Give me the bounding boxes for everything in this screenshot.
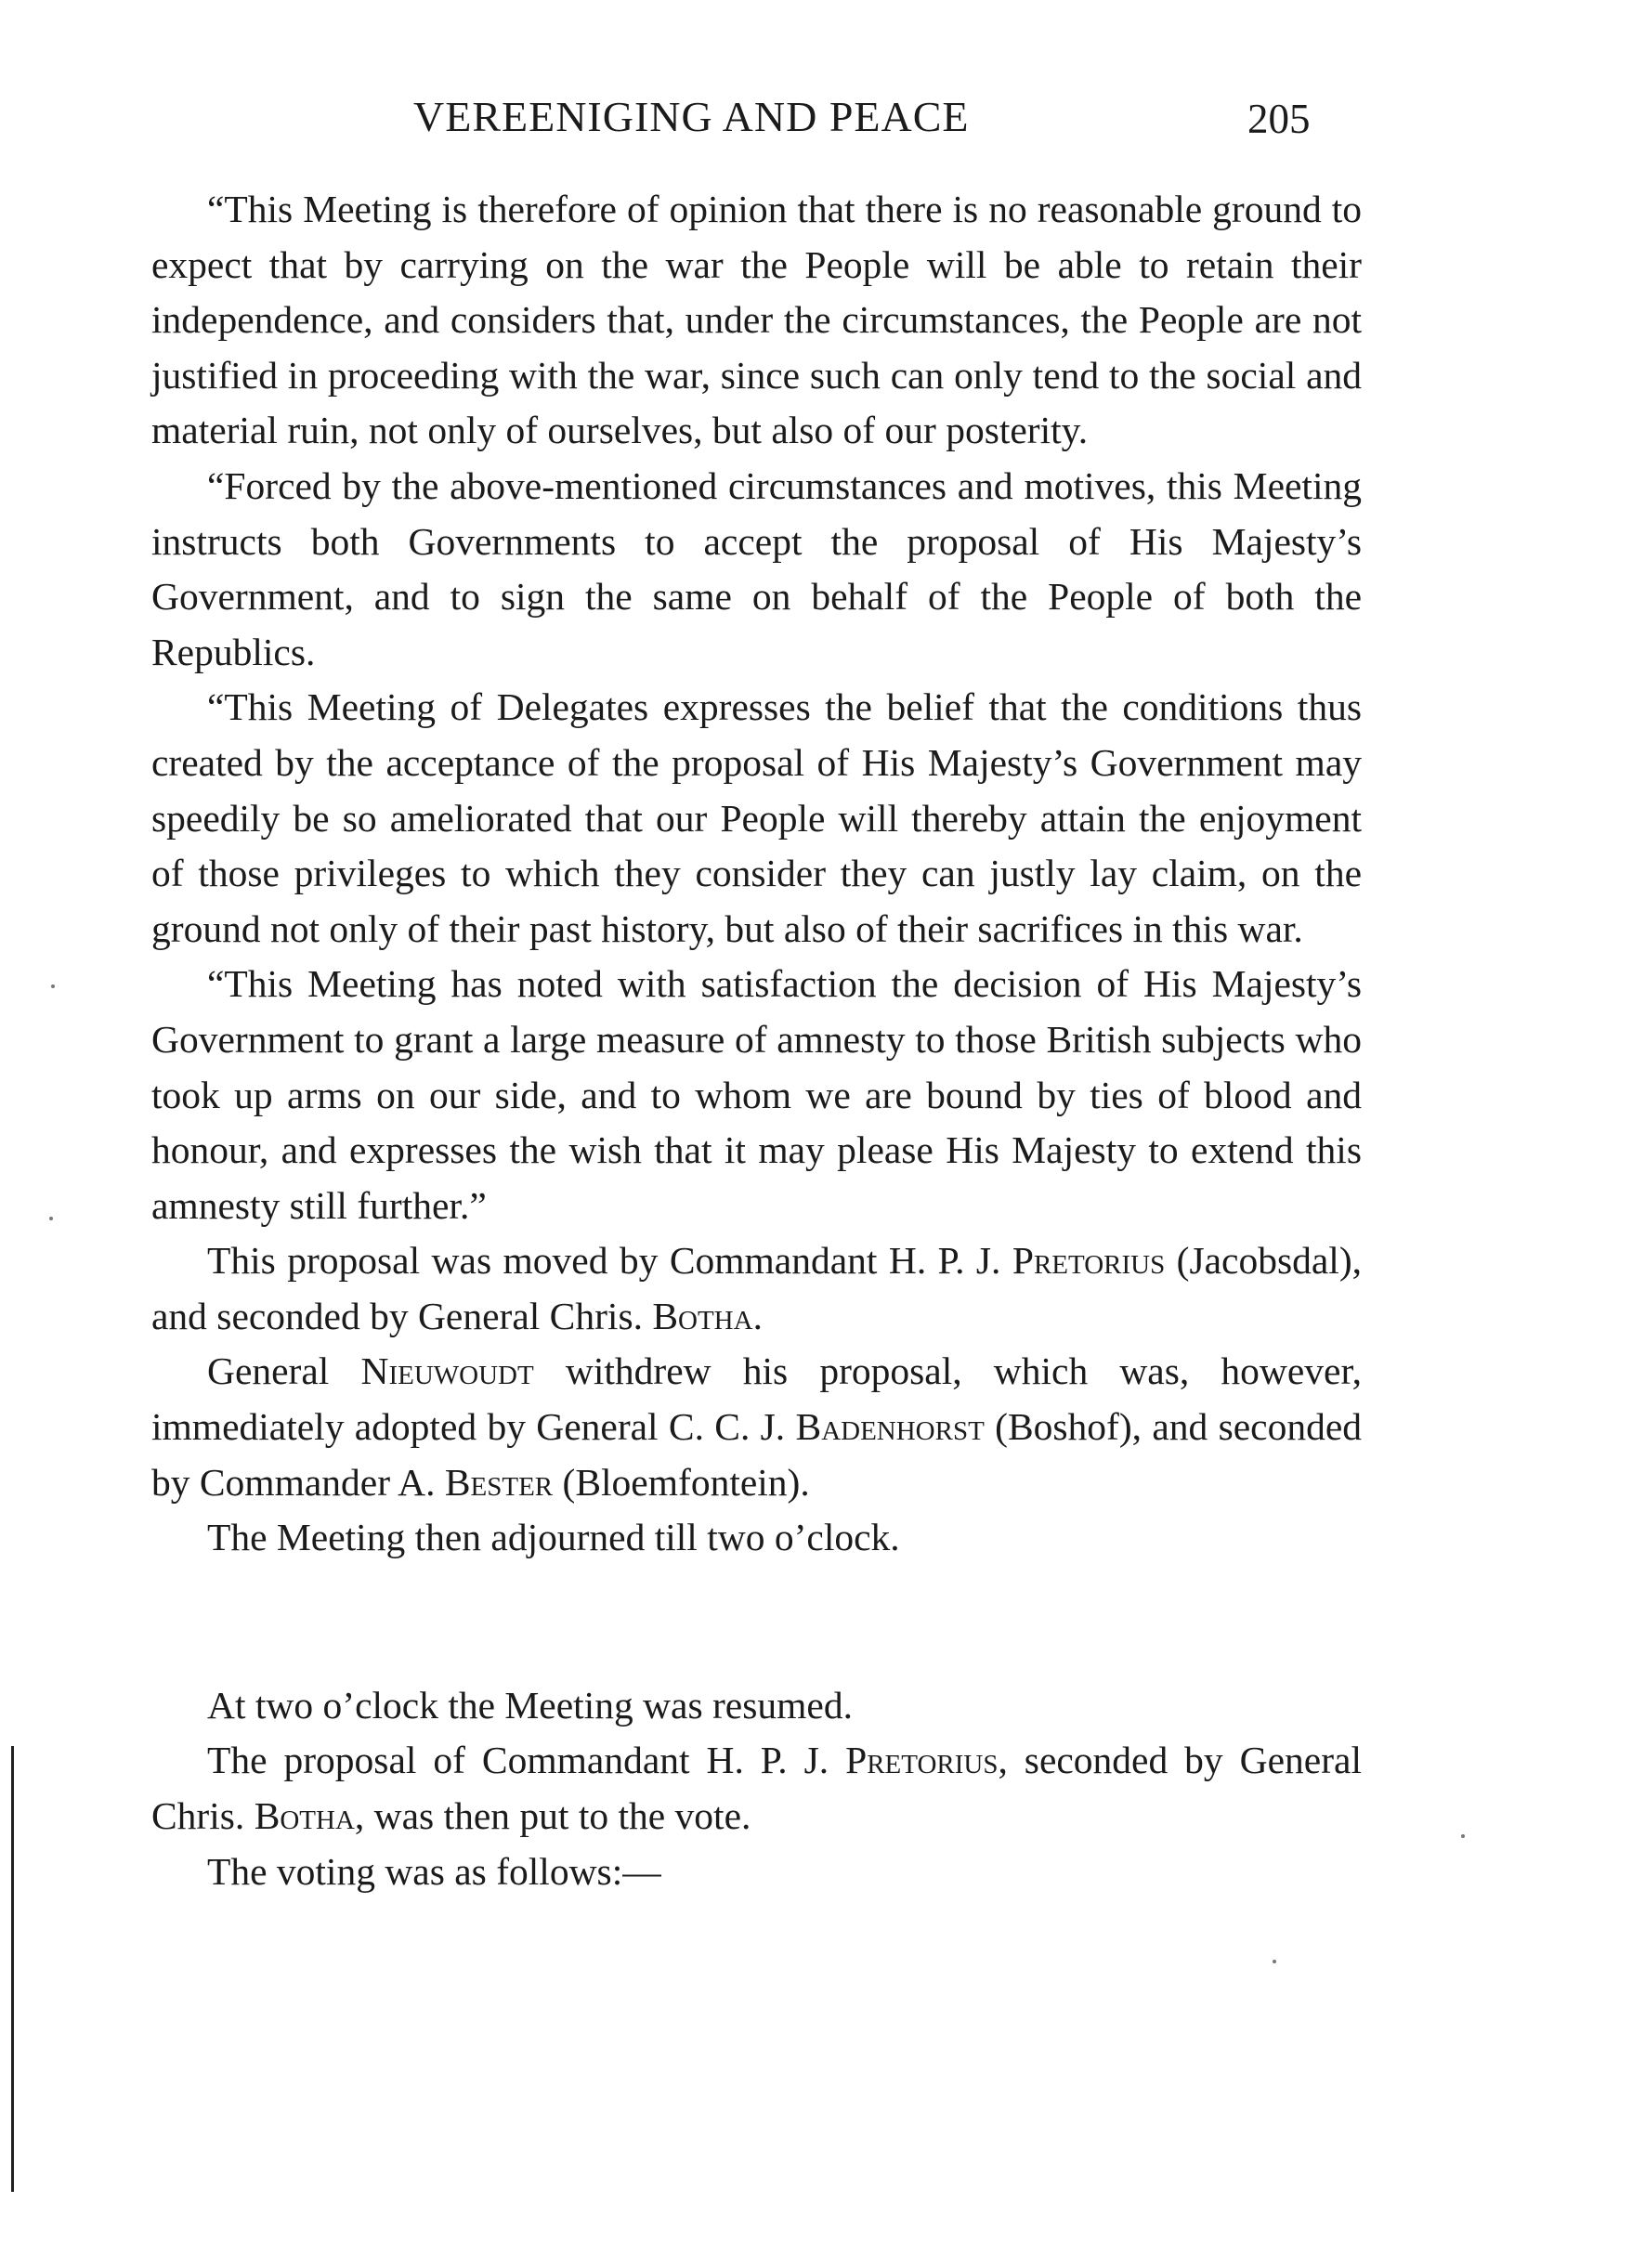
name-badenhorst: Badenhorst: [795, 1405, 985, 1449]
p6-middle-1: withdrew his proposal, which was, however, immediately adopted by General C. C. J.: [151, 1349, 1362, 1449]
page-number: 205: [1247, 96, 1311, 142]
p5-middle: (Jacobsdal), and seconded by General Chris.: [151, 1239, 1363, 1337]
name-botha: Botha: [652, 1294, 753, 1337]
name-pretorius-2: Pretorius: [845, 1739, 999, 1782]
p9-before: The proposal of Commandant H. P. J.: [207, 1739, 829, 1782]
paragraph-2: “Forced by the above-mentioned circumstances and motives, this Meeting instructs both Governments to accept the proposal of His Majesty’s Government, and to sign the same on behalf of the People of both the Republics.: [151, 463, 1362, 673]
paragraph-3: “This Meeting of Delegates expresses the belief that the conditions thus created by the acceptance of the proposal of His Majesty’s Government may speedily be so ameliorated that our People will thereby attain the enjoyment of those privileges to which they consider they can justly lay claim, on the ground not only of their past history, but also of their sacrifices in this war.: [151, 685, 1362, 950]
p6-before: General: [207, 1349, 330, 1393]
paragraph-4: “This Meeting has noted with satisfaction the decision of His Majesty’s Government to grant a large measure of amnesty to those British subjects who took up arms on our side, and to whom we are bound by ties of blood and honour, and expresses the wish that it may please His Majesty to extend this amnesty still further.”: [151, 962, 1362, 1227]
p5-before: This proposal was moved by Commandant H. P. J.: [207, 1239, 1001, 1283]
name-nieuwoudt: Nieuwoudt: [360, 1349, 534, 1393]
name-pretorius: Pretorius: [1012, 1239, 1166, 1283]
name-botha-2: Botha: [254, 1794, 355, 1838]
scan-speck: [1461, 1834, 1465, 1838]
scan-speck: [49, 1217, 53, 1220]
scan-speck: [51, 984, 55, 988]
page-header: [0, 89, 1632, 145]
paragraph-5: [151, 1233, 1362, 1344]
paragraph-10: The voting was as follows:—: [207, 1849, 661, 1893]
paragraph-1: “This Meeting is therefore of opinion that there is no reasonable ground to expect that by carrying on the war the People will be able to retain their independence, and considers that, under the circumstances, the People are not justified in proceeding with the war, since such can only tend to the social and material ruin, not only of ourselves, but also of our posterity.: [151, 188, 1362, 452]
paragraph-6: [151, 1344, 1362, 1510]
paragraph-7: The Meeting then adjourned till two o’clock.: [207, 1516, 900, 1559]
running-title: VEREENIGING AND PEACE: [413, 93, 970, 140]
name-bester: Bester: [444, 1460, 554, 1504]
p6-middle-2: (Boshof), and seconded by Commander A.: [151, 1405, 1363, 1504]
scan-speck: [1273, 1960, 1276, 1963]
p9-middle: , seconded by General Chris.: [151, 1739, 1362, 1838]
paragraph-9: [151, 1733, 1362, 1844]
binding-edge-shadow: [11, 1746, 14, 2192]
body-text: [151, 182, 1362, 1899]
paragraph-8: At two o’clock the Meeting was resumed.: [207, 1683, 853, 1727]
p6-end: (Bloemfontein).: [562, 1460, 810, 1504]
section-break: [151, 1566, 1362, 1678]
p5-end: .: [752, 1294, 763, 1337]
p9-end: , was then put to the vote.: [354, 1794, 751, 1838]
